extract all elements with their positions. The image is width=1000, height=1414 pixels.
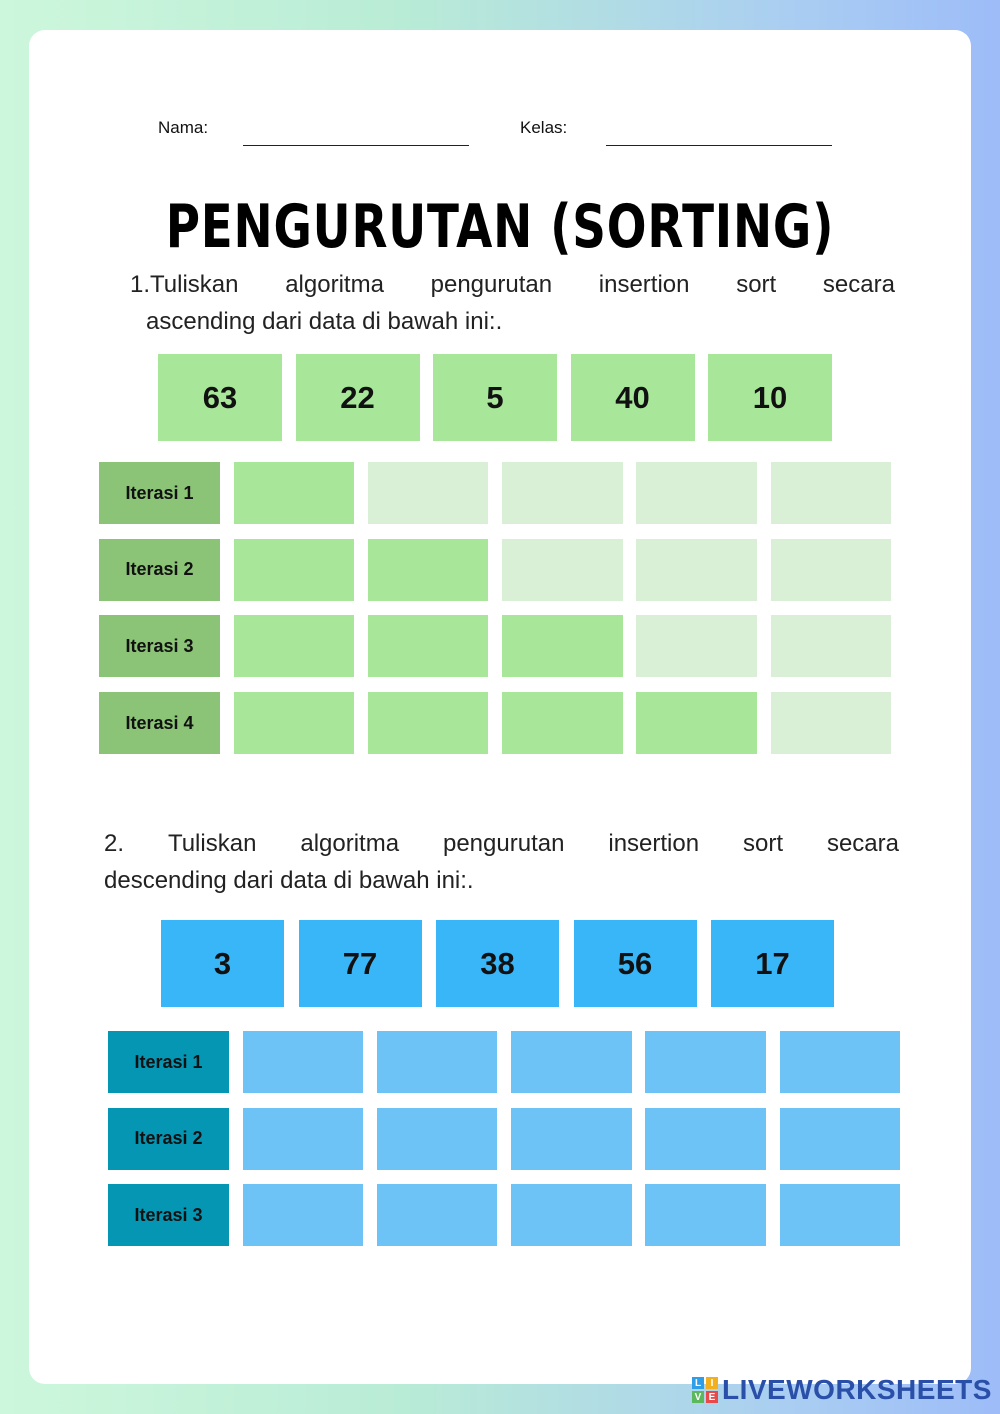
iteration-label: Iterasi 1 xyxy=(99,462,220,524)
question-2-line-2: descending dari data di bawah ini:. xyxy=(104,867,474,894)
answer-cell-empty xyxy=(771,615,892,677)
answer-cell-active[interactable] xyxy=(234,462,355,524)
answer-cell-active[interactable] xyxy=(780,1031,901,1093)
question-word: secara xyxy=(826,830,899,857)
value-box: 63 xyxy=(158,354,282,441)
question-word: secara xyxy=(822,271,895,298)
question-word: algoritma xyxy=(300,830,400,857)
iteration-label: Iterasi 2 xyxy=(99,539,220,601)
answer-cell-active[interactable] xyxy=(243,1031,364,1093)
answer-cell-active[interactable] xyxy=(377,1031,498,1093)
answer-cell-active[interactable] xyxy=(377,1184,498,1246)
question-word: insertion xyxy=(608,830,700,857)
question-word: Tuliskan xyxy=(167,830,257,857)
value-box: 40 xyxy=(571,354,695,441)
answer-cell-active[interactable] xyxy=(368,692,489,754)
name-label: Nama: xyxy=(158,118,209,137)
answer-cell-empty xyxy=(636,615,757,677)
class-input-line[interactable] xyxy=(606,145,832,146)
question-word: 1.Tuliskan xyxy=(130,271,239,298)
answer-cell-empty xyxy=(771,539,892,601)
answer-cell-active[interactable] xyxy=(243,1108,364,1170)
value-box: 5 xyxy=(433,354,557,441)
answer-cell-active[interactable] xyxy=(645,1031,766,1093)
answer-cell-empty xyxy=(636,539,757,601)
iteration-label: Iterasi 2 xyxy=(108,1108,229,1170)
iteration-label: Iterasi 4 xyxy=(99,692,220,754)
value-box: 38 xyxy=(436,920,559,1007)
liveworksheets-logo-icon: L I V E xyxy=(692,1377,718,1403)
value-box: 77 xyxy=(299,920,422,1007)
question-1-line-2: ascending dari data di bawah ini:. xyxy=(146,308,503,335)
question-word: sort xyxy=(736,271,777,298)
answer-cell-empty xyxy=(771,692,892,754)
answer-cell-active[interactable] xyxy=(368,615,489,677)
value-box: 56 xyxy=(574,920,697,1007)
question-1 xyxy=(130,266,895,340)
answer-cell-active[interactable] xyxy=(645,1108,766,1170)
question-word: insertion xyxy=(598,271,690,298)
name-input-line[interactable] xyxy=(243,145,469,146)
page-title: PENGURUTAN (SORTING) xyxy=(165,192,835,262)
answer-cell-active[interactable] xyxy=(234,615,355,677)
question-1-line-1 xyxy=(130,266,895,303)
answer-cell-active[interactable] xyxy=(780,1184,901,1246)
answer-cell-active[interactable] xyxy=(511,1031,632,1093)
class-label: Kelas: xyxy=(520,118,568,137)
answer-cell-active[interactable] xyxy=(368,539,489,601)
liveworksheets-logo xyxy=(692,1374,992,1406)
value-box: 17 xyxy=(711,920,834,1007)
value-box: 3 xyxy=(161,920,284,1007)
answer-cell-active[interactable] xyxy=(511,1184,632,1246)
answer-cell-active[interactable] xyxy=(502,692,623,754)
value-box: 22 xyxy=(296,354,420,441)
logo-text: LIVEWORKSHEETS xyxy=(722,1374,992,1405)
question-2 xyxy=(104,825,899,899)
question-word: sort xyxy=(743,830,784,857)
answer-cell-active[interactable] xyxy=(234,692,355,754)
answer-cell-active[interactable] xyxy=(780,1108,901,1170)
answer-cell-active[interactable] xyxy=(377,1108,498,1170)
answer-cell-empty xyxy=(771,462,892,524)
question-word: pengurutan xyxy=(430,271,553,298)
question-word: pengurutan xyxy=(442,830,565,857)
answer-cell-empty xyxy=(368,462,489,524)
iteration-label: Iterasi 3 xyxy=(99,615,220,677)
iteration-label: Iterasi 1 xyxy=(108,1031,229,1093)
iteration-label: Iterasi 3 xyxy=(108,1184,229,1246)
question-word: algoritma xyxy=(285,271,384,298)
answer-cell-active[interactable] xyxy=(243,1184,364,1246)
answer-cell-empty xyxy=(636,462,757,524)
answer-cell-active[interactable] xyxy=(511,1108,632,1170)
answer-cell-empty xyxy=(502,462,623,524)
answer-cell-active[interactable] xyxy=(645,1184,766,1246)
answer-cell-empty xyxy=(502,539,623,601)
question-2-line-1 xyxy=(104,825,899,862)
answer-cell-active[interactable] xyxy=(502,615,623,677)
value-box: 10 xyxy=(708,354,832,441)
answer-cell-active[interactable] xyxy=(234,539,355,601)
question-word: 2. xyxy=(104,830,125,857)
answer-cell-active[interactable] xyxy=(636,692,757,754)
